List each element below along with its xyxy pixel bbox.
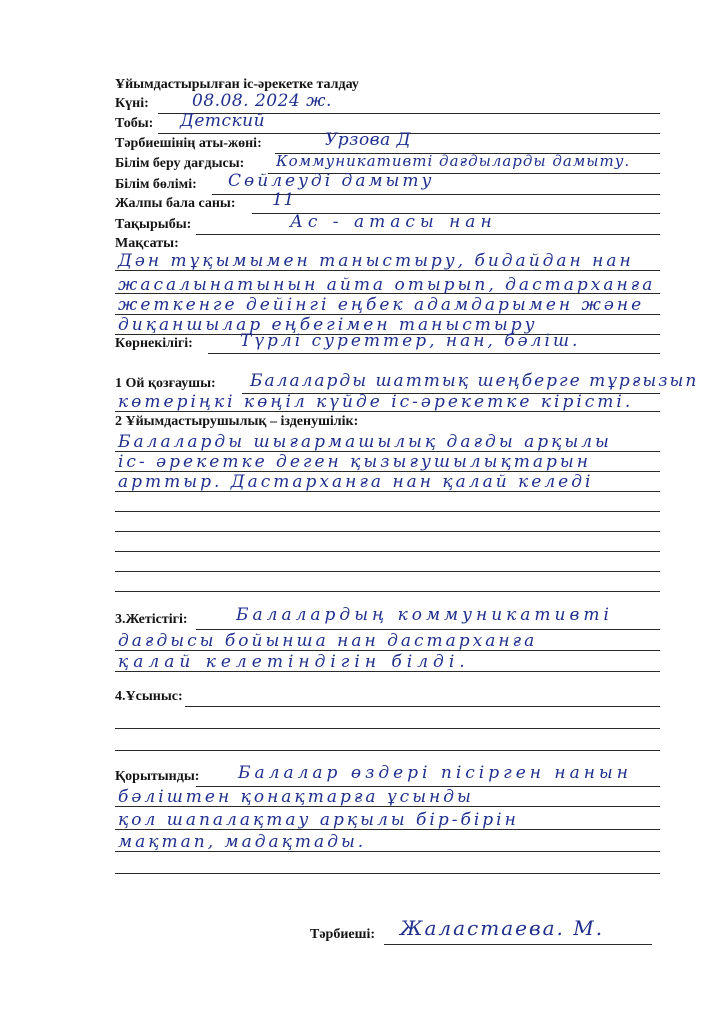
signature-rule [384,944,652,945]
conclusion-rule-5 [115,873,660,874]
achievement-rule-1 [196,629,660,630]
children-count-value: 11 [272,190,295,210]
goal-line-1: Дән тұқымымен таныстыру, бидайдан нан [118,251,634,271]
suggestion-rule-3 [115,750,660,751]
achievement-label: 3.Жетістігі: [115,612,188,627]
teacher-name-label: Тәрбиешінің аты-жөні: [115,136,262,151]
topic-label: Тақырыбы: [115,217,192,232]
group-value: Детский [180,111,266,131]
goal-line-3: жеткенге дейінгі еңбек адамдарымен және [118,295,645,315]
goal-label: Мақсаты: [115,236,179,251]
organizing-rule-5 [115,531,660,532]
suggestion-label: 4.Ұсыныс: [115,689,183,704]
achievement-line-2: дағдысы бойынша нан дастарханға [118,631,538,651]
teacher-name-value: Урзова Д [325,130,411,150]
conclusion-line-4: мақтап, мадақтады. [118,832,367,852]
conclusion-rule-3 [115,829,660,830]
achievement-rule-2 [115,650,660,651]
goal-line-4: диқаншылар еңбегімен таныстыру [118,315,538,335]
suggestion-rule-1 [185,706,660,707]
signature-value: Жаластаева. М. [400,916,605,940]
section-value: Сөйлеуді дамыту [228,171,435,191]
visuals-label: Көрнекілігі: [115,336,193,351]
form-title: Ұйымдастырылған іс-әрекетке талдау [115,77,359,92]
conclusion-label: Қорытынды: [115,769,200,784]
conclusion-line-2: бәліштен қонақтарға ұсынды [118,787,474,807]
date-label: Күні: [115,96,149,111]
topic-rule [196,234,660,235]
goal-rule-1 [115,270,660,271]
signature-label: Тәрбиеші: [310,927,375,942]
organizing-line-3: арттыр. Дастарханға нан қалай келеді [118,472,594,492]
conclusion-rule-2 [115,806,660,807]
children-count-label: Жалпы бала саны: [115,196,236,211]
date-value: 08.08. 2024 ж. [192,91,332,111]
goal-rule-2 [115,293,660,294]
hook-line-2: көтеріңкі көңіл күйде іс-әрекетке кірісті. [118,392,634,412]
hook-label: 1 Ой қозғаушы: [115,376,216,391]
achievement-rule-3 [115,671,660,672]
organizing-rule-4 [115,511,660,512]
skill-value: Коммуникативті дағдыларды дамыту. [276,152,631,170]
topic-value: Ас - атасы нан [290,212,497,232]
organizing-rule-3 [115,491,660,492]
goal-line-2: жасалынатынын айта отырып, дастарханға [118,275,656,295]
organizing-line-2: іс- әрекетке деген қызығушылықтарын [118,452,591,472]
organizing-rule-7 [115,571,660,572]
conclusion-rule-4 [115,851,660,852]
group-label: Тобы: [115,116,154,131]
organizing-rule-8 [115,591,660,592]
organizing-label: 2 Ұйымдастырушылық – ізденушілік: [115,414,359,429]
suggestion-rule-2 [115,728,660,729]
section-label: Білім бөлімі: [115,177,197,192]
skill-label: Білім беру дағдысы: [115,156,245,171]
conclusion-line-1: Балалар өздері пісірген нанын [238,763,632,783]
achievement-line-1: Балалардың коммуникативті [236,605,613,625]
hook-line-1: Балаларды шаттық шеңберге тұрғызып [250,371,699,391]
organizing-rule-6 [115,551,660,552]
organizing-line-1: Балаларды шығармашылық дағды арқылы [118,432,612,452]
visuals-rule [208,353,660,354]
conclusion-line-3: қол шапалақтау арқылы бір-бірін [118,810,519,830]
achievement-line-3: қалай келетіндігін білді. [118,652,470,672]
visuals-value: Түрлі суреттер, нан, бәліш. [240,331,581,351]
hook-rule-2 [115,411,660,412]
